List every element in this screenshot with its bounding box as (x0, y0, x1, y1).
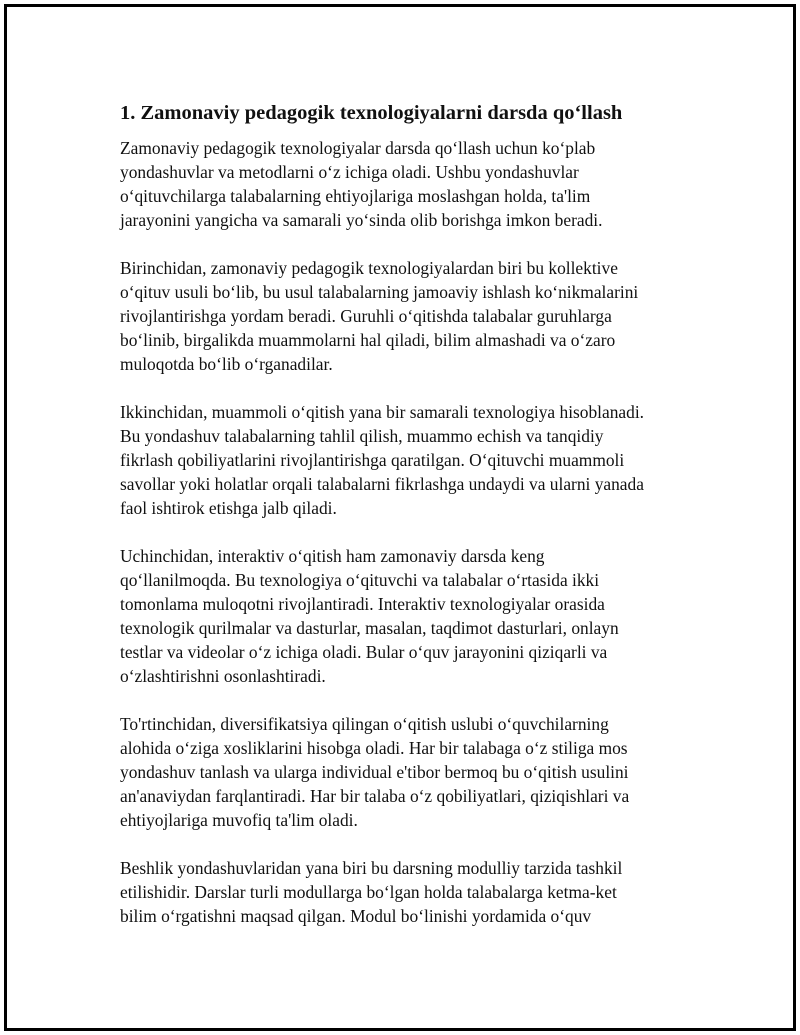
text-line: texnologik qurilmalar va dasturlar, masalan, taqdimot dasturlari, onlayn (120, 618, 619, 638)
text-line: alohida o‘ziga xosliklarini hisobga oladi. Har bir talabaga o‘z stiliga mos (120, 738, 628, 758)
text-line: ehtiyojlariga muvofiq ta'lim oladi. (120, 810, 358, 830)
text-line: Beshlik yondashuvlaridan yana biri bu darsning modulliy tarzida tashkil (120, 858, 623, 878)
paragraph-6 (120, 856, 690, 928)
text-line: jarayonini yangicha va samarali yo‘sinda olib borishga imkon beradi. (120, 210, 603, 230)
text-line: an'anaviydan farqlantiradi. Har bir talaba o‘z qobiliyatlari, qiziqishlari va (120, 786, 630, 806)
text-line: Ikkinchidan, muammoli o‘qitish yana bir samarali texnologiya hisoblanadi. (120, 402, 645, 422)
page-frame (4, 4, 796, 1031)
text-line: faol ishtirok etishga jalb qiladi. (120, 498, 337, 518)
paragraph-5 (120, 712, 690, 832)
text-line: savollar yoki holatlar orqali talabalarni fikrlashga undaydi va ularni yanada (120, 474, 644, 494)
paragraph-4 (120, 544, 690, 688)
text-line: qo‘llanilmoqda. Bu texnologiya o‘qituvchi va talabalar o‘rtasida ikki (120, 570, 600, 590)
text-line: o‘qituv usuli bo‘lib, bu usul talabalarning jamoaviy ishlash ko‘nikmalarini (120, 282, 639, 302)
text-line: Birinchidan, zamonaviy pedagogik texnologiyalardan biri bu kollektive (120, 258, 618, 278)
paragraph-3 (120, 400, 690, 520)
text-line: etilishidir. Darslar turli modullarga bo‘lgan holda talabalarga ketma-ket (120, 882, 617, 902)
text-line: Bu yondashuv talabalarning tahlil qilish, muammo echish va tanqidiy (120, 426, 604, 446)
text-line: tomonlama muloqotni rivojlantiradi. Interaktiv texnologiyalar orasida (120, 594, 605, 614)
text-line: yondashuv tanlash va ularga individual e'tibor bermoq bu o‘qitish usulini (120, 762, 629, 782)
text-line: To'rtinchidan, diversifikatsiya qilingan o‘qitish uslubi o‘quvchilarning (120, 714, 609, 734)
text-line: bilim o‘rgatishni maqsad qilgan. Modul bo‘linishi yordamida o‘quv (120, 906, 592, 926)
text-line: testlar va videolar o‘z ichiga oladi. Bular o‘quv jarayonini qiziqarli va (120, 642, 608, 662)
text-line: rivojlantirishga yordam beradi. Guruhli o‘qitishda talabalar guruhlarga (120, 306, 612, 326)
text-line: bo‘linib, birgalikda muammolarni hal qiladi, bilim almashadi va o‘zaro (120, 330, 616, 350)
text-line: yondashuvlar va metodlarni o‘z ichiga oladi. Ushbu yondashuvlar (120, 162, 579, 182)
paragraph-2 (120, 256, 690, 376)
paragraph-1 (120, 136, 690, 232)
text-line: fikrlash qobiliyatlarini rivojlantirishga qaratilgan. O‘qituvchi muammoli (120, 450, 625, 470)
text-line: Uchinchidan, interaktiv o‘qitish ham zamonaviy darsda keng (120, 546, 545, 566)
document-body (120, 100, 690, 952)
text-line: o‘qituvchilarga talabalarning ehtiyojlariga moslashgan holda, ta'lim (120, 186, 591, 206)
text-line: o‘zlashtirishni osonlashtiradi. (120, 666, 326, 686)
section-heading: 1. Zamonaviy pedagogik texnologiyalarni darsda qo‘llash (120, 102, 623, 124)
text-line: Zamonaviy pedagogik texnologiyalar darsda qo‘llash uchun ko‘plab (120, 138, 596, 158)
text-line: muloqotda bo‘lib o‘rganadilar. (120, 354, 333, 374)
